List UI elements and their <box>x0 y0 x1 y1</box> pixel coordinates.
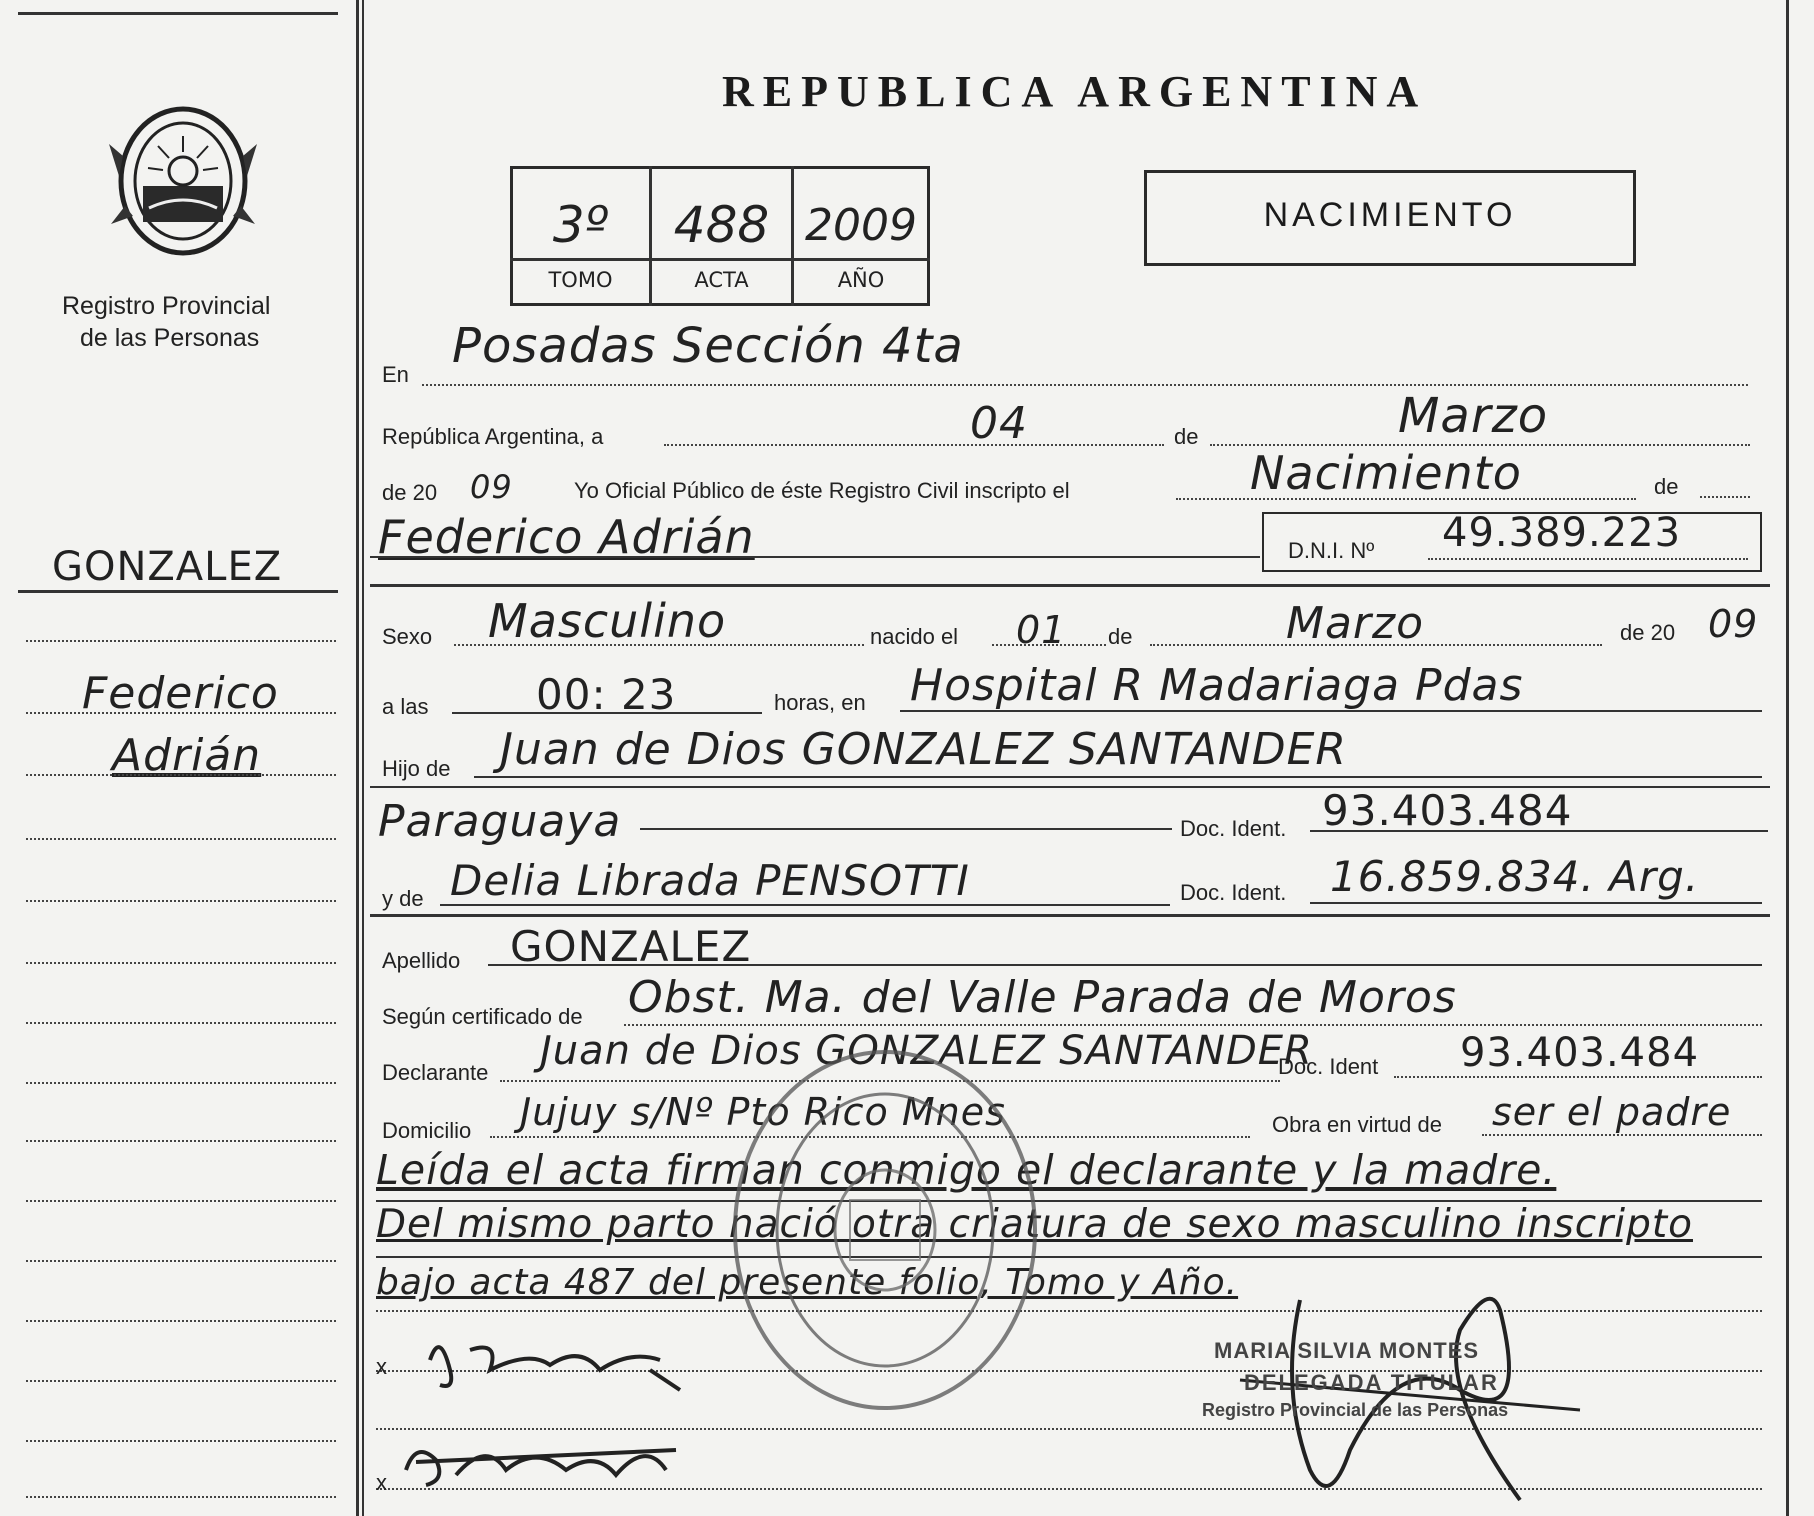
misiones-seal-icon <box>103 96 263 266</box>
margin-surname: GONZALEZ <box>52 544 283 590</box>
hospital-value: Hospital R Madariaga Pdas <box>910 660 1524 711</box>
margin-line <box>26 1200 336 1202</box>
mother-name: Delia Librada PENSOTTI <box>450 856 970 905</box>
declarante-doc-line <box>1394 1076 1762 1078</box>
en-label: En <box>382 362 409 387</box>
time-value: 00: 23 <box>536 670 677 719</box>
mother-doc: 16.859.834. Arg. <box>1330 852 1700 901</box>
margin-line <box>26 962 336 964</box>
act-type: NACIMIENTO <box>1263 196 1517 234</box>
republica-label: República Argentina, a <box>382 424 604 449</box>
month-value: Marzo <box>1398 388 1549 444</box>
dni-value: 49.389.223 <box>1442 510 1682 556</box>
apellido-value: GONZALEZ <box>510 922 752 971</box>
certificador-line <box>624 1024 1762 1026</box>
birth-month: Marzo <box>1286 598 1425 649</box>
obra-label: Obra en virtud de <box>1272 1112 1442 1137</box>
certificador-value: Obst. Ma. del Valle Parada de Moros <box>628 972 1457 1023</box>
page-left-border <box>362 0 364 1516</box>
year-suffix: 09 <box>470 468 513 506</box>
official-stamp-name: MARIA SILVIA MONTES <box>1214 1338 1480 1363</box>
doc-label-2: Doc. Ident. <box>1180 880 1287 905</box>
day-line <box>664 444 1164 446</box>
registry-round-seal-icon <box>720 1040 1050 1420</box>
de-label-3: de <box>1108 624 1133 649</box>
margin-line <box>26 1260 336 1262</box>
margin-top-rule <box>18 12 338 15</box>
page-right-border <box>1786 0 1789 1516</box>
doc-ident-label-3: Doc. Ident <box>1278 1054 1379 1079</box>
de20-label-2: de 20 <box>1620 620 1676 645</box>
mother-signature-icon <box>396 1420 696 1500</box>
dni-label: D.N.I. Nº <box>1288 538 1375 563</box>
sexo-value: Masculino <box>488 594 727 648</box>
margin-line <box>26 1140 336 1142</box>
segun-label: Según certificado de <box>382 1004 583 1029</box>
x-mark-1: x <box>376 1354 387 1379</box>
margin-middle-name: Adrián <box>112 730 262 781</box>
tomo-value: 3º <box>552 196 609 254</box>
alas-label: a las <box>382 694 429 719</box>
de-label: de <box>1174 424 1199 449</box>
margin-surname-rule <box>18 590 338 593</box>
de-label-2: de <box>1654 474 1679 499</box>
domicilio-label: Domicilio <box>382 1118 472 1143</box>
birth-day: 01 <box>1016 608 1067 652</box>
father-nationality: Paraguaya <box>378 796 622 847</box>
margin-line <box>26 774 336 776</box>
name-line <box>370 556 1260 558</box>
declarante-label: Declarante <box>382 1060 489 1085</box>
note-line-1: Leída el acta firman conmigo el declarante y la madre. <box>376 1146 1557 1194</box>
father-name: Juan de Dios GONZALEZ SANTANDER <box>500 724 1347 775</box>
declarante-value: Juan de Dios GONZALEZ SANTANDER <box>540 1028 1313 1074</box>
margin-divider <box>356 0 359 1516</box>
name-section-rule <box>370 584 1770 587</box>
event-value: Nacimiento <box>1250 446 1522 500</box>
tomo-label: TOMO <box>548 268 613 292</box>
margin-line <box>26 1496 336 1498</box>
obra-line <box>1482 1134 1762 1136</box>
obra-value: ser el padre <box>1492 1090 1732 1134</box>
margin-line <box>26 712 336 714</box>
de-tail-line <box>1700 496 1750 498</box>
anio-label: AÑO <box>837 268 885 292</box>
domicilio-value: Jujuy s/Nº Pto Rico Mnes <box>520 1090 1006 1134</box>
sexo-label: Sexo <box>382 624 433 649</box>
hijo-label: Hijo de <box>382 756 451 781</box>
margin-line <box>26 1440 336 1442</box>
day-value: 04 <box>970 398 1028 449</box>
margin-line <box>26 1380 336 1382</box>
margin-line <box>26 1082 336 1084</box>
nacido-label: nacido el <box>870 624 959 649</box>
father-line <box>474 776 1762 778</box>
apellido-label: Apellido <box>382 948 461 973</box>
note-line-3: bajo acta 487 del presente folio, Tomo y Año. <box>376 1262 1239 1303</box>
note-rule-2 <box>376 1256 1762 1258</box>
acta-label: ACTA <box>694 268 749 292</box>
margin-line <box>26 640 336 642</box>
declarant-signature-icon <box>410 1320 690 1400</box>
country-title: REPUBLICA ARGENTINA <box>722 67 1428 116</box>
child-full-name: Federico Adrián <box>378 510 755 564</box>
margin-line <box>26 838 336 840</box>
place-value: Posadas Sección 4ta <box>452 318 964 374</box>
horas-label: horas, en <box>774 690 866 715</box>
record-box-row-divider <box>510 258 930 261</box>
yde-label: y de <box>382 886 424 911</box>
margin-line <box>26 1022 336 1024</box>
de20-label: de 20 <box>382 480 438 505</box>
official-stamp-title: DELEGADA TITULAR <box>1244 1370 1499 1395</box>
en-line <box>422 384 1748 386</box>
note-line-2: Del mismo parto nació otra criatura de sexo masculino inscripto <box>376 1202 1693 1247</box>
margin-line <box>26 900 336 902</box>
dni-line <box>1428 558 1748 560</box>
parents-section-rule <box>370 914 1770 917</box>
mother-doc-line <box>1310 902 1762 904</box>
doc-label: Doc. Ident. <box>1180 816 1287 841</box>
official-stamp-org: Registro Provincial de las Personas <box>1202 1400 1509 1420</box>
acta-value: 488 <box>673 196 770 254</box>
x-mark-2: x <box>376 1470 387 1495</box>
margin-first-name: Federico <box>82 668 279 719</box>
declarante-doc: 93.403.484 <box>1460 1030 1700 1076</box>
registry-name-line2: de las Personas <box>80 324 260 352</box>
margin-line <box>26 1320 336 1322</box>
oficial-text: Yo Oficial Público de éste Registro Civil inscripto el <box>574 478 1070 503</box>
anio-value: 2009 <box>805 200 917 251</box>
registry-name-line1: Registro Provincial <box>62 292 271 320</box>
father-doc: 93.403.484 <box>1322 786 1573 835</box>
nationality-line <box>640 828 1172 830</box>
birth-year-suffix: 09 <box>1708 602 1759 646</box>
